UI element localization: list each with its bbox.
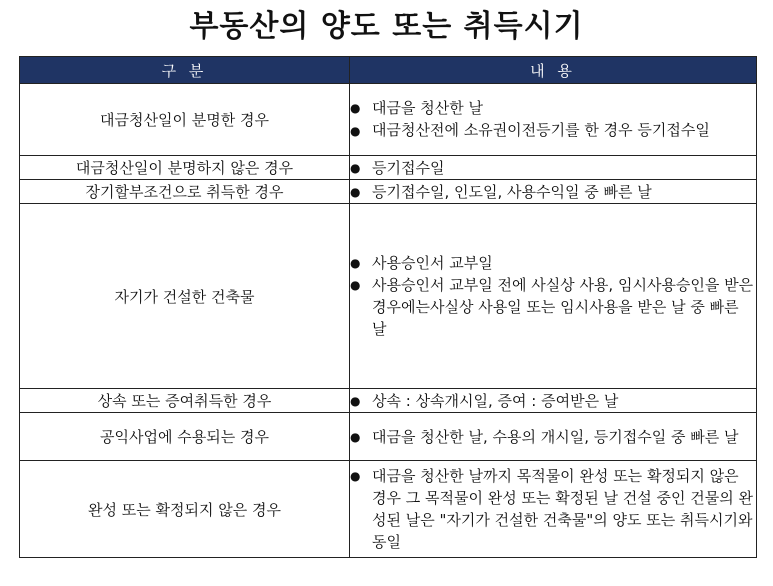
list-item	[350, 157, 756, 179]
table-row	[20, 84, 757, 156]
bullet-icon: ●	[350, 469, 361, 483]
list-item	[350, 426, 756, 448]
list-item-text: 대금을 청산한 날, 수용의 개시일, 등기접수일 중 빠른 날	[372, 427, 739, 446]
bullet-icon: ●	[350, 256, 361, 270]
table-row	[20, 180, 757, 204]
list-item	[350, 390, 756, 412]
list-item-text: 사용승인서 교부일	[372, 254, 493, 272]
row-content	[350, 389, 757, 413]
bullet-icon: ●	[350, 124, 361, 138]
table-row	[20, 461, 757, 558]
row-content	[350, 204, 757, 389]
row-content	[350, 84, 757, 156]
row-category: 공익사업에 수용되는 경우	[20, 413, 350, 461]
bullet-icon: ●	[350, 429, 361, 444]
table-row	[20, 204, 757, 389]
bullet-icon: ●	[350, 160, 361, 175]
bullet-icon: ●	[350, 393, 361, 408]
table-header-row	[20, 57, 757, 84]
list-item-text: 상속 : 상속개시일, 증여 : 증여받은 날	[372, 391, 619, 410]
header-category: 구 분	[20, 57, 350, 84]
row-category: 자기가 건설한 건축물	[20, 204, 350, 389]
list-item-text: 사용승인서 교부일 전에 사실상 사용, 임시사용승인을 받은 경우에는사실상 사용일 또는 임시사용을 받은 날 중 빠른 날	[372, 276, 754, 338]
bullet-icon: ●	[350, 278, 361, 292]
list-item	[350, 119, 756, 142]
row-category: 대금청산일이 분명한 경우	[20, 84, 350, 156]
bullet-icon: ●	[350, 101, 361, 115]
row-category: 완성 또는 확정되지 않은 경우	[20, 461, 350, 558]
header-content: 내 용	[350, 57, 757, 84]
page-title: 부동산의 양도 또는 취득시기	[189, 9, 584, 44]
row-content	[350, 413, 757, 461]
table-row	[20, 413, 757, 461]
table-row	[20, 389, 757, 413]
list-item	[350, 465, 756, 553]
bullet-icon: ●	[350, 184, 361, 199]
row-category: 대금청산일이 분명하지 않은 경우	[20, 156, 350, 180]
list-item-text: 대금을 청산한 날	[372, 99, 483, 117]
table-row	[20, 156, 757, 180]
list-item-text: 대금청산전에 소유권이전등기를 한 경우 등기접수일	[372, 121, 710, 139]
acquisition-timing-table	[19, 56, 757, 558]
row-category: 장기할부조건으로 취득한 경우	[20, 180, 350, 204]
list-item-text: 등기접수일, 인도일, 사용수익일 중 빠른 날	[372, 182, 652, 201]
row-content	[350, 156, 757, 180]
list-item	[350, 252, 756, 274]
row-content	[350, 180, 757, 204]
list-item	[350, 97, 756, 119]
row-category: 상속 또는 증여취득한 경우	[20, 389, 350, 413]
list-item-text: 등기접수일	[372, 158, 445, 177]
row-content	[350, 461, 757, 558]
list-item	[350, 181, 756, 203]
list-item	[350, 274, 756, 340]
list-item-text: 대금을 청산한 날까지 목적물이 완성 또는 확정되지 않은 경우 그 목적물이 완성 또는 확정된 날 건설 중인 건물의 완성된 날은 "자기가 건설한 건축물"의 양도 또는 취득시기와 동일	[372, 467, 753, 551]
